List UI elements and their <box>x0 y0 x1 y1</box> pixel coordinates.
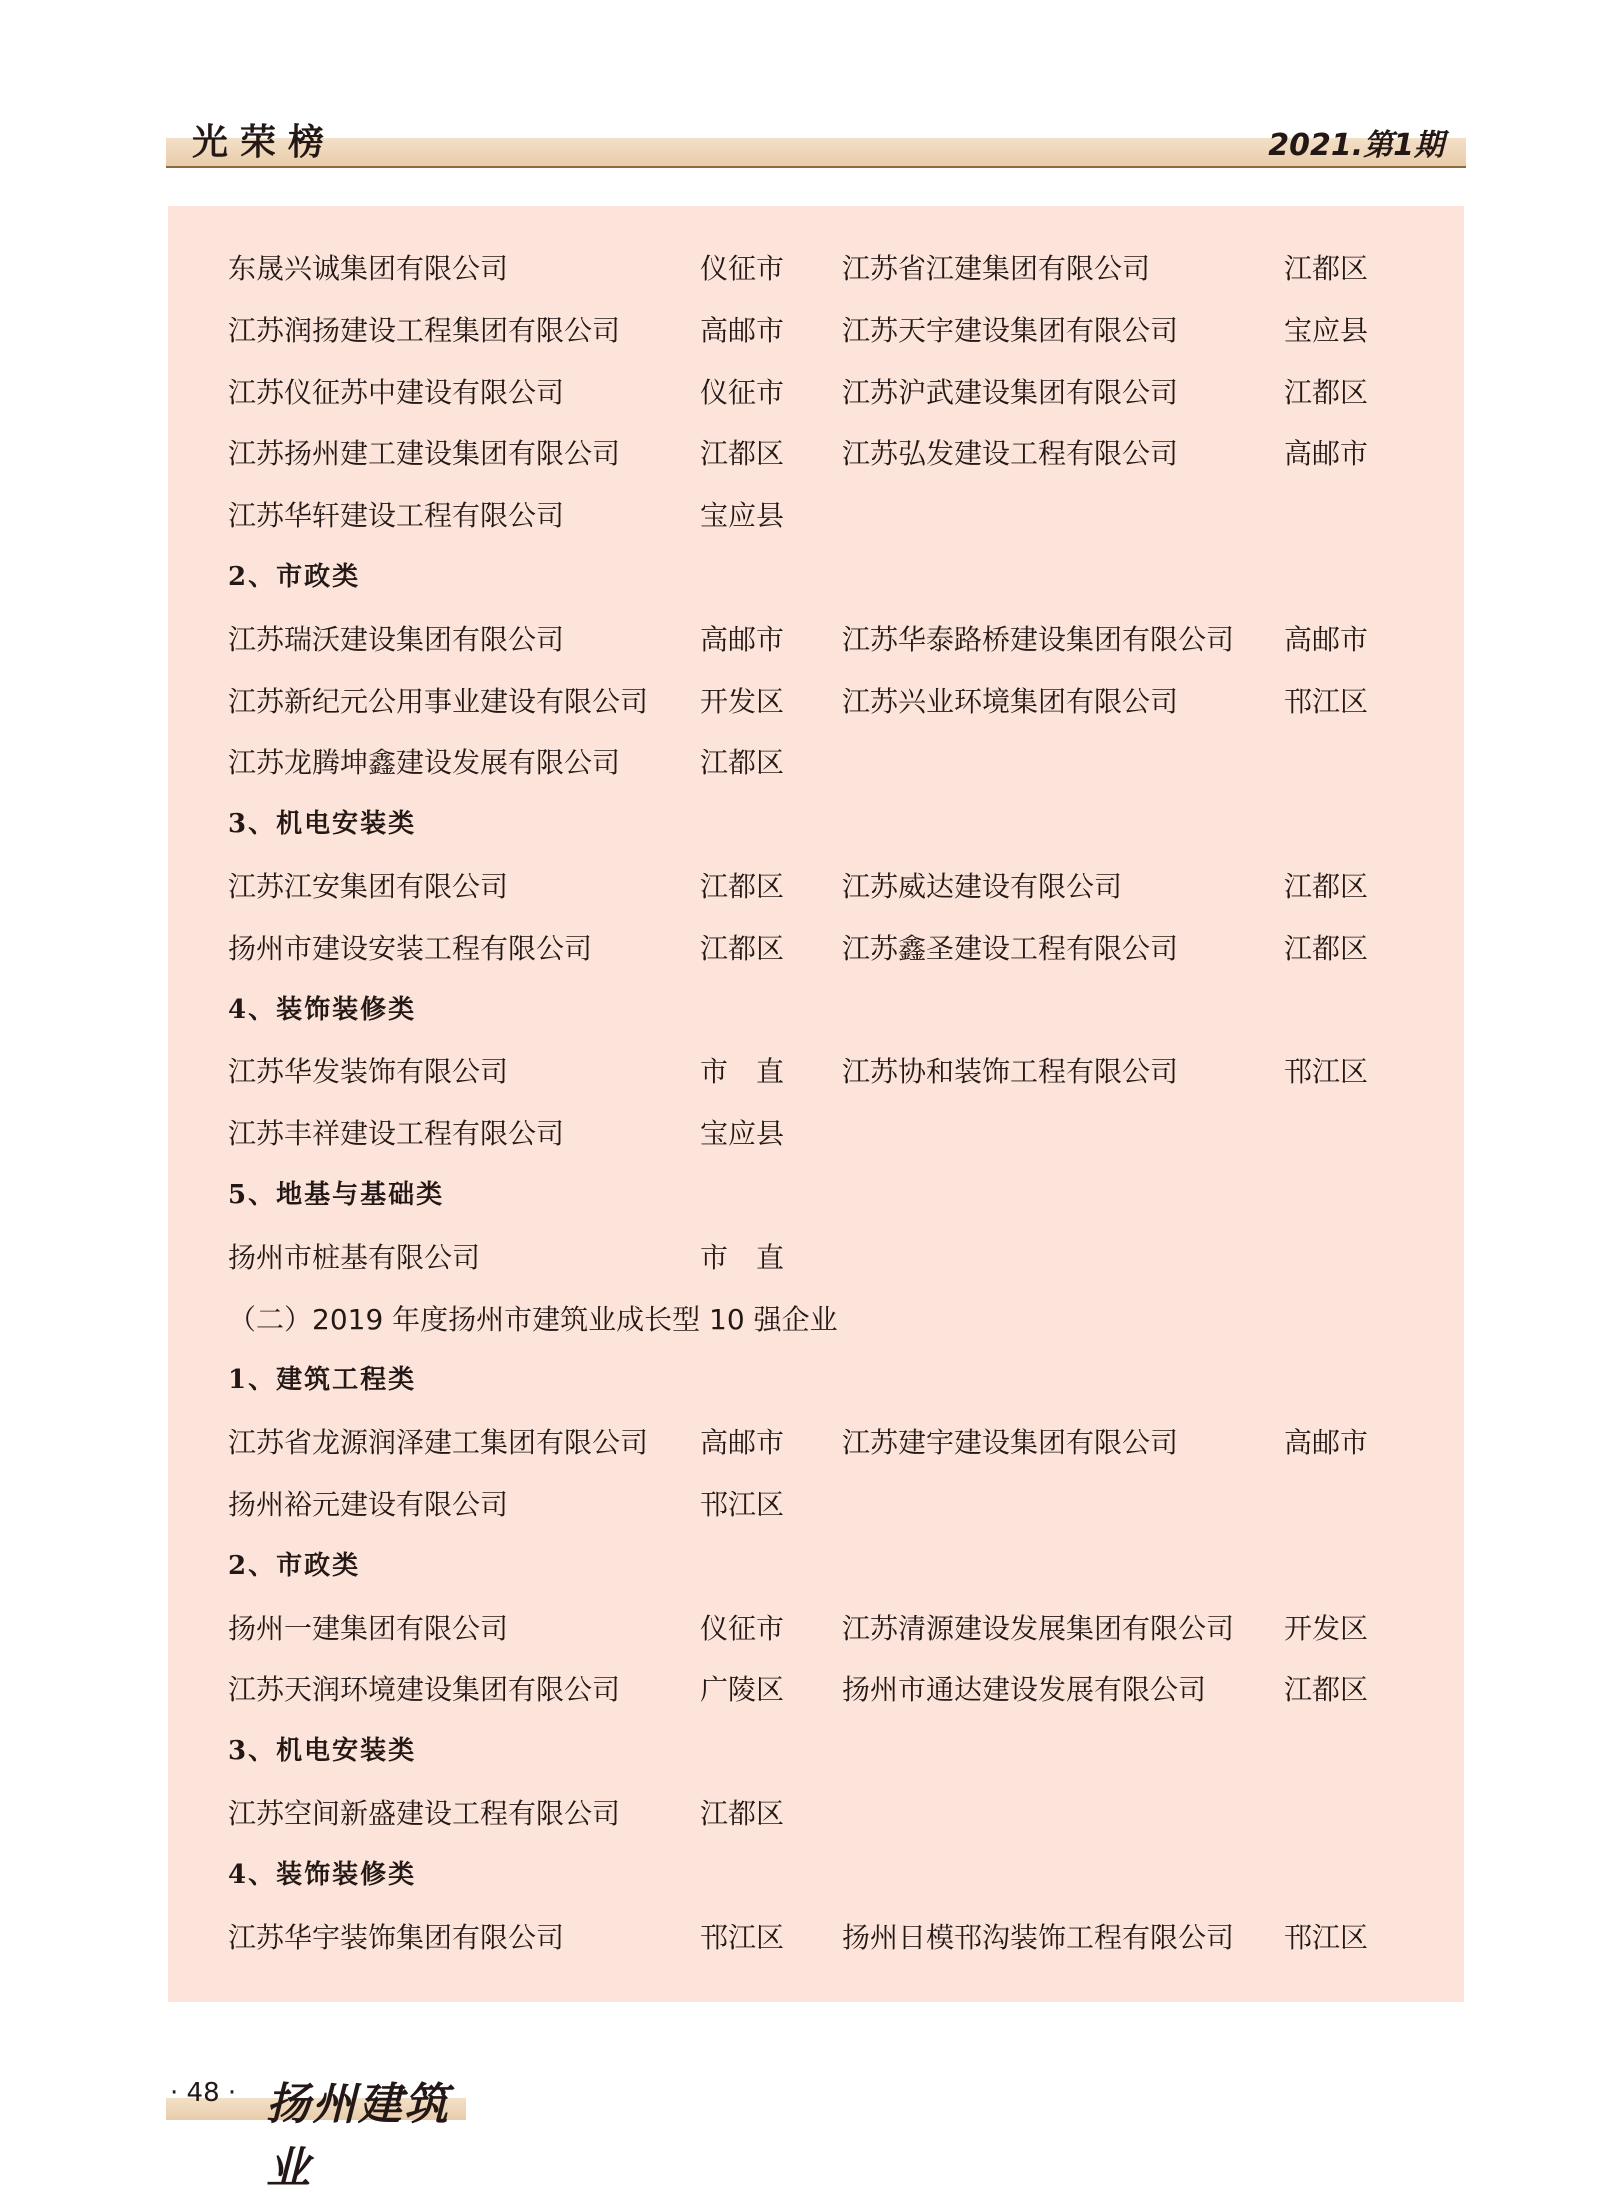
district: 广陵区 <box>700 1673 785 1707</box>
section-title: 光荣榜 <box>192 122 337 163</box>
company-name: 扬州裕元建设有限公司 <box>228 1487 509 1521</box>
issue-number: 2021.第1期 <box>1268 128 1444 163</box>
district: 邗江区 <box>1284 1920 1369 1954</box>
company-name: 江苏兴业环境集团有限公司 <box>842 684 1179 718</box>
company-name: 江苏省江建集团有限公司 <box>842 252 1151 285</box>
header-rule <box>166 166 1466 168</box>
district: 邗江区 <box>700 1487 785 1521</box>
group-heading <box>228 1289 1428 1351</box>
district: 江都区 <box>1284 1673 1369 1707</box>
list-item <box>228 1041 1428 1103</box>
category-title: 5、地基与基础类 <box>228 1179 445 1210</box>
list-item <box>228 1907 1428 1969</box>
magazine-name: 扬州建筑业 <box>266 2079 450 2194</box>
company-name: 江苏丰祥建设工程有限公司 <box>228 1117 565 1151</box>
district: 江都区 <box>700 437 785 471</box>
company-name: 江苏鑫圣建设工程有限公司 <box>842 931 1179 965</box>
district: 宝应县 <box>700 499 785 533</box>
company-name: 江苏华轩建设工程有限公司 <box>228 499 565 533</box>
company-name: 江苏建宇建设集团有限公司 <box>842 1426 1179 1460</box>
list-item <box>228 1412 1428 1474</box>
category-title: 2、市政类 <box>228 561 361 592</box>
category-heading <box>228 1721 1428 1783</box>
company-name: 江苏江安集团有限公司 <box>228 869 509 903</box>
district: 邗江区 <box>1284 684 1369 718</box>
company-name: 江苏弘发建设工程有限公司 <box>842 437 1179 471</box>
list-item <box>228 671 1428 733</box>
district: 江都区 <box>700 1796 785 1830</box>
company-name: 江苏新纪元公用事业建设有限公司 <box>228 684 649 718</box>
category-title: 3、机电安装类 <box>228 1736 417 1767</box>
district: 江都区 <box>1284 869 1369 903</box>
company-name: 江苏天润环境建设集团有限公司 <box>228 1673 621 1707</box>
district: 仪征市 <box>700 252 785 285</box>
company-name: 江苏华发装饰有限公司 <box>228 1055 509 1089</box>
district: 宝应县 <box>700 1117 785 1151</box>
list-item <box>228 485 1428 547</box>
company-name: 扬州市通达建设发展有限公司 <box>842 1673 1207 1707</box>
district: 市 直 <box>700 1055 785 1089</box>
list-item <box>228 423 1428 485</box>
district: 高邮市 <box>1284 622 1369 656</box>
company-name: 江苏威达建设有限公司 <box>842 869 1123 903</box>
district: 高邮市 <box>700 1426 785 1460</box>
district: 仪征市 <box>700 1611 785 1645</box>
page-number: · 48 · <box>170 2078 237 2108</box>
company-name: 扬州市建设安装工程有限公司 <box>228 931 593 965</box>
district: 高邮市 <box>1284 1426 1369 1460</box>
category-title: 4、装饰装修类 <box>228 1859 417 1890</box>
page-header <box>166 110 1466 166</box>
category-title: 1、建筑工程类 <box>228 1365 417 1396</box>
company-name: 江苏清源建设发展集团有限公司 <box>842 1611 1235 1645</box>
district: 江都区 <box>1284 375 1369 409</box>
category-heading <box>228 1165 1428 1227</box>
district: 江都区 <box>700 869 785 903</box>
list-item <box>228 918 1428 980</box>
list-item <box>228 1103 1428 1165</box>
company-name: 江苏省龙源润泽建工集团有限公司 <box>228 1426 649 1460</box>
category-heading <box>228 1845 1428 1907</box>
list-item <box>228 1227 1428 1289</box>
list-item <box>228 362 1428 424</box>
category-heading <box>228 1536 1428 1598</box>
category-title: 4、装饰装修类 <box>228 994 417 1025</box>
district: 邗江区 <box>700 1920 785 1954</box>
company-name: 东晟兴诚集团有限公司 <box>228 252 509 285</box>
company-name: 江苏仪征苏中建设有限公司 <box>228 375 565 409</box>
category-title: 3、机电安装类 <box>228 809 417 840</box>
list-item <box>228 609 1428 671</box>
company-name: 江苏空间新盛建设工程有限公司 <box>228 1796 621 1830</box>
company-name: 江苏华宇装饰集团有限公司 <box>228 1920 565 1954</box>
district: 邗江区 <box>1284 1055 1369 1089</box>
category-heading <box>228 1350 1428 1412</box>
list-item <box>228 238 1428 300</box>
district: 江都区 <box>700 931 785 965</box>
category-title: 2、市政类 <box>228 1550 361 1581</box>
company-name: 江苏华泰路桥建设集团有限公司 <box>842 622 1235 656</box>
company-name: 扬州一建集团有限公司 <box>228 1611 509 1645</box>
list-item <box>228 1474 1428 1536</box>
category-heading <box>228 794 1428 856</box>
list-item <box>228 1783 1428 1845</box>
district: 高邮市 <box>1284 437 1369 471</box>
category-heading <box>228 547 1428 609</box>
company-name: 江苏扬州建工建设集团有限公司 <box>228 437 621 471</box>
district: 开发区 <box>700 684 785 718</box>
company-name: 扬州日模邗沟装饰工程有限公司 <box>842 1920 1235 1954</box>
district: 仪征市 <box>700 375 785 409</box>
district: 市 直 <box>700 1240 785 1274</box>
list-item <box>228 300 1428 362</box>
list-item <box>228 1659 1428 1721</box>
district: 江都区 <box>1284 252 1369 285</box>
company-name: 江苏龙腾坤鑫建设发展有限公司 <box>228 746 621 780</box>
category-heading <box>228 980 1428 1042</box>
district: 开发区 <box>1284 1611 1369 1645</box>
list-item <box>228 732 1428 794</box>
company-name: 江苏瑞沃建设集团有限公司 <box>228 622 565 656</box>
company-name: 江苏天宇建设集团有限公司 <box>842 313 1179 347</box>
list-item <box>228 1598 1428 1660</box>
company-name: 江苏协和装饰工程有限公司 <box>842 1055 1179 1089</box>
group-title: （二）2019 年度扬州市建筑业成长型 10 强企业 <box>228 1302 838 1336</box>
company-name: 江苏润扬建设工程集团有限公司 <box>228 313 621 347</box>
honor-list <box>228 238 1428 1968</box>
company-name: 江苏沪武建设集团有限公司 <box>842 375 1179 409</box>
district: 宝应县 <box>1284 313 1369 347</box>
page-footer <box>166 2068 486 2194</box>
district: 江都区 <box>1284 931 1369 965</box>
company-name: 扬州市桩基有限公司 <box>228 1240 481 1274</box>
district: 高邮市 <box>700 313 785 347</box>
district: 高邮市 <box>700 622 785 656</box>
list-item <box>228 856 1428 918</box>
honor-list-panel <box>168 206 1464 2002</box>
district: 江都区 <box>700 746 785 780</box>
